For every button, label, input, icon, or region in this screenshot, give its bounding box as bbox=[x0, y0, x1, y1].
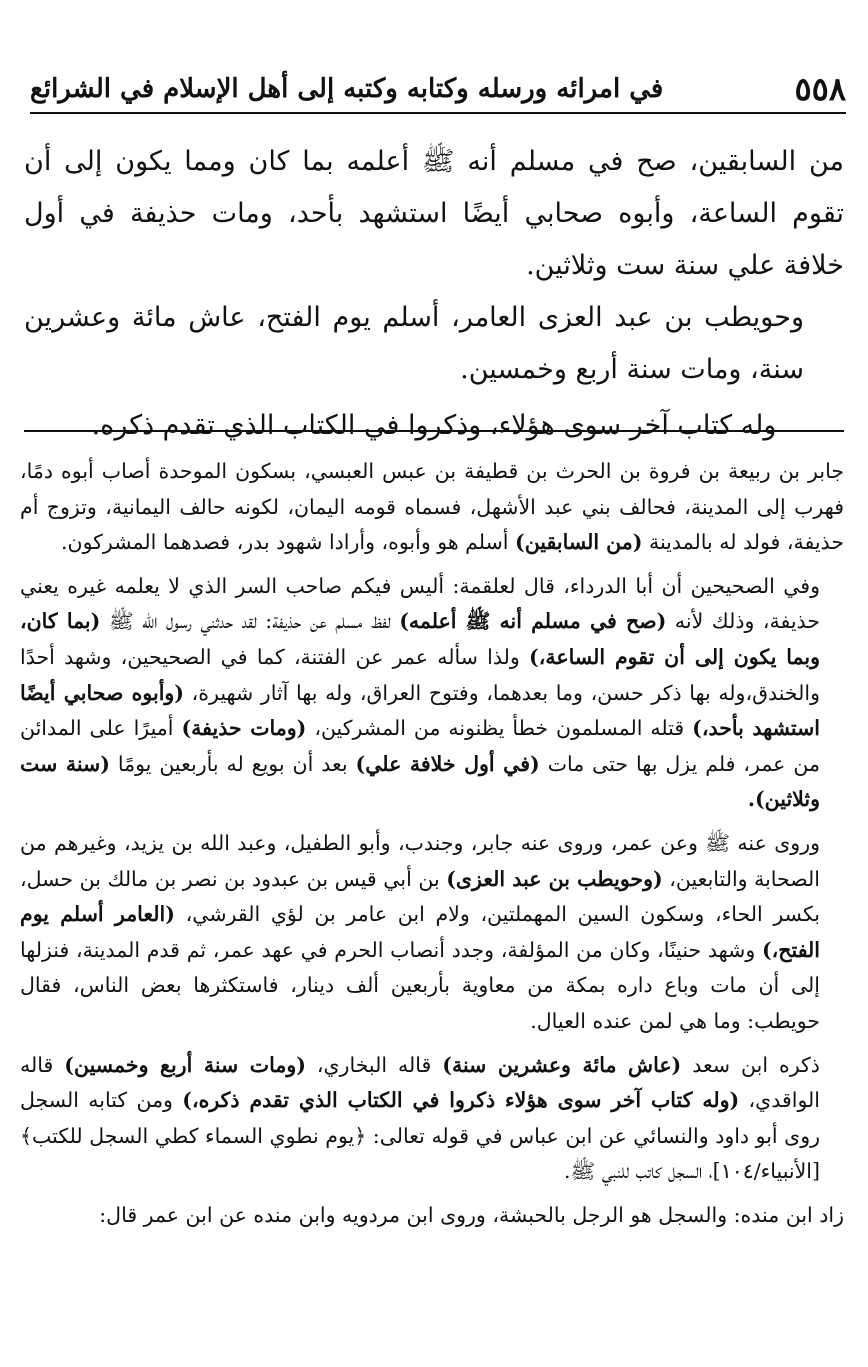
main-paragraph-1: من السابقين، صح في مسلم أنه ﷺ أعلمه بما كان ومما يكون إلى أن تقوم الساعة، وأبوه صحابي أيضًا استشهد بأحد، ومات حذيفة في أول خلافة علي سنة ست وثلاثين. bbox=[24, 146, 844, 281]
quoted-matn: (صح في مسلم أنه ﷺ أعلمه) bbox=[399, 609, 667, 634]
commentary-text: ولذا سأله عمر عن الفتنة، كما في الصحيحين، وشهد أحدًا والخندق،وله بها ذكر حسن، وما بعدهما، وفتوح العراق، وله بها آثار شهيرة، bbox=[20, 644, 820, 705]
commentary-paragraph-5: زاد ابن منده: والسجل هو الرجل بالحبشة، وروى ابن مردويه وابن منده عن ابن عمر قال: bbox=[99, 1202, 844, 1227]
section-divider bbox=[24, 430, 844, 432]
commentary-text: أسلم هو وأبوه، وأرادا شهود بدر، فصدهما المشركون. bbox=[61, 530, 509, 555]
commentary-text: بعد أن بويع له بأربعين يومًا bbox=[117, 751, 348, 776]
commentary-text: وفي الصحيحين أن أبا الدرداء، قال لعلقمة: أليس فيكم صاحب السر الذي لا يعلمه غيره يعني حذيفة، وذلك لأنه bbox=[20, 573, 820, 634]
quoted-matn: (بما كان، وبما يكون إلى أن تقوم الساعة،) bbox=[20, 609, 820, 669]
commentary-text: أميرًا على المدائن من عمر، فلم يزل بها حتى مات bbox=[20, 716, 820, 776]
commentary-paragraph-1 bbox=[20, 454, 844, 561]
commentary-text: بن أبي قيس بن عبدود بن نصر بن مالك بن حسل، بكسر الحاء، وسكون السين المهملتين، ولام ابن عامر بن لؤي القرشي، bbox=[20, 866, 820, 927]
running-title: في امرائه ورسله وكتابه وكتبه إلى أهل الإسلام في الشرائع bbox=[30, 74, 664, 104]
commentary-text: قاله الواقدي، bbox=[20, 1052, 820, 1113]
quoted-matn: (وحويطب بن عبد العزى) bbox=[446, 866, 663, 891]
quoted-matn: (من السابقين) bbox=[515, 530, 643, 555]
main-paragraph-2: وحويطب بن عبد العزى العامر، أسلم يوم الفتح، عاش مائة وعشرين سنة، ومات سنة أربع وخمسين. bbox=[24, 302, 804, 385]
page-number: ٥٥٨ bbox=[794, 70, 846, 108]
commentary bbox=[20, 454, 844, 1241]
commentary-text: ذكره ابن سعد bbox=[692, 1052, 820, 1077]
quoted-matn: (وله كتاب آخر سوى هؤلاء ذكروا في الكتاب الذي تقدم ذكره،) bbox=[182, 1088, 740, 1113]
commentary-text: ومن كتابه السجل روى أبو داود والنسائي عن ابن عباس في قوله تعالى: ﴿يوم نطوي السماء كطي السجل للكتب﴾ [الأنبياء/١٠٤]، السجل كاتب للنبي ﷺ. bbox=[20, 1088, 820, 1184]
quoted-matn: (في أول خلافة علي) bbox=[355, 751, 540, 776]
commentary-paragraph-2 bbox=[20, 569, 844, 818]
commentary-text: قاله البخاري، bbox=[316, 1052, 432, 1077]
commentary-text: جابر بن ربيعة بن فروة بن الحرث بن قطيفة بن عبس العبسي، بسكون الموحدة أصاب أبوه دمًا، فهرب إلى المدينة، فحالف بني عبد الأشهل، فسماه قومه اليمان، لكونه حالف اليمانية، وتزوج أم حذيفة، فولد له بالمدينة bbox=[20, 459, 844, 555]
main-paragraph-3: وله كتاب آخر سوى هؤلاء، وذكروا في الكتاب الذي تقدم ذكره. bbox=[91, 410, 777, 441]
quoted-matn: (ومات سنة أربع وخمسين) bbox=[64, 1052, 306, 1077]
main-text bbox=[24, 136, 844, 452]
quoted-matn: (ومات حذيفة) bbox=[181, 716, 307, 741]
quoted-matn: (العامر أسلم يوم الفتح،) bbox=[20, 902, 820, 962]
page-header bbox=[30, 66, 846, 114]
commentary-text: لفظ مسلم عن حذيفة: لقد حدثني رسول الله ﷺ bbox=[108, 609, 391, 634]
quoted-matn: (عاش مائة وعشرين سنة) bbox=[442, 1052, 682, 1077]
commentary-paragraph-4 bbox=[20, 1048, 844, 1190]
quoted-matn: (وأبوه صحابي أيضًا استشهد بأحد،) bbox=[20, 680, 820, 741]
commentary-paragraph-3 bbox=[20, 826, 844, 1040]
commentary-text: وروى عنه ﷺ وعن عمر، وروى عنه جابر، وجندب، وأبو الطفيل، وعبد الله بن يزيد، وغيرهم من الصحابة والتابعين، bbox=[20, 830, 820, 891]
quoted-matn: (سنة ست وثلاثين). bbox=[20, 751, 820, 812]
commentary-text: وشهد حنينًا، وكان من المؤلفة، وجدد أنصاب الحرم في عهد عمر، ثم قدم المدينة، فنزلها إلى أن مات وباع داره بمكة من معاوية بأربعين ألف دينار، فاستكثرها بعض الناس، فقال حويطب: وما هي لمن عنده العيال. bbox=[20, 937, 820, 1033]
commentary-text: قتله المسلمون خطأ يظنونه من المشركين، bbox=[314, 716, 685, 741]
